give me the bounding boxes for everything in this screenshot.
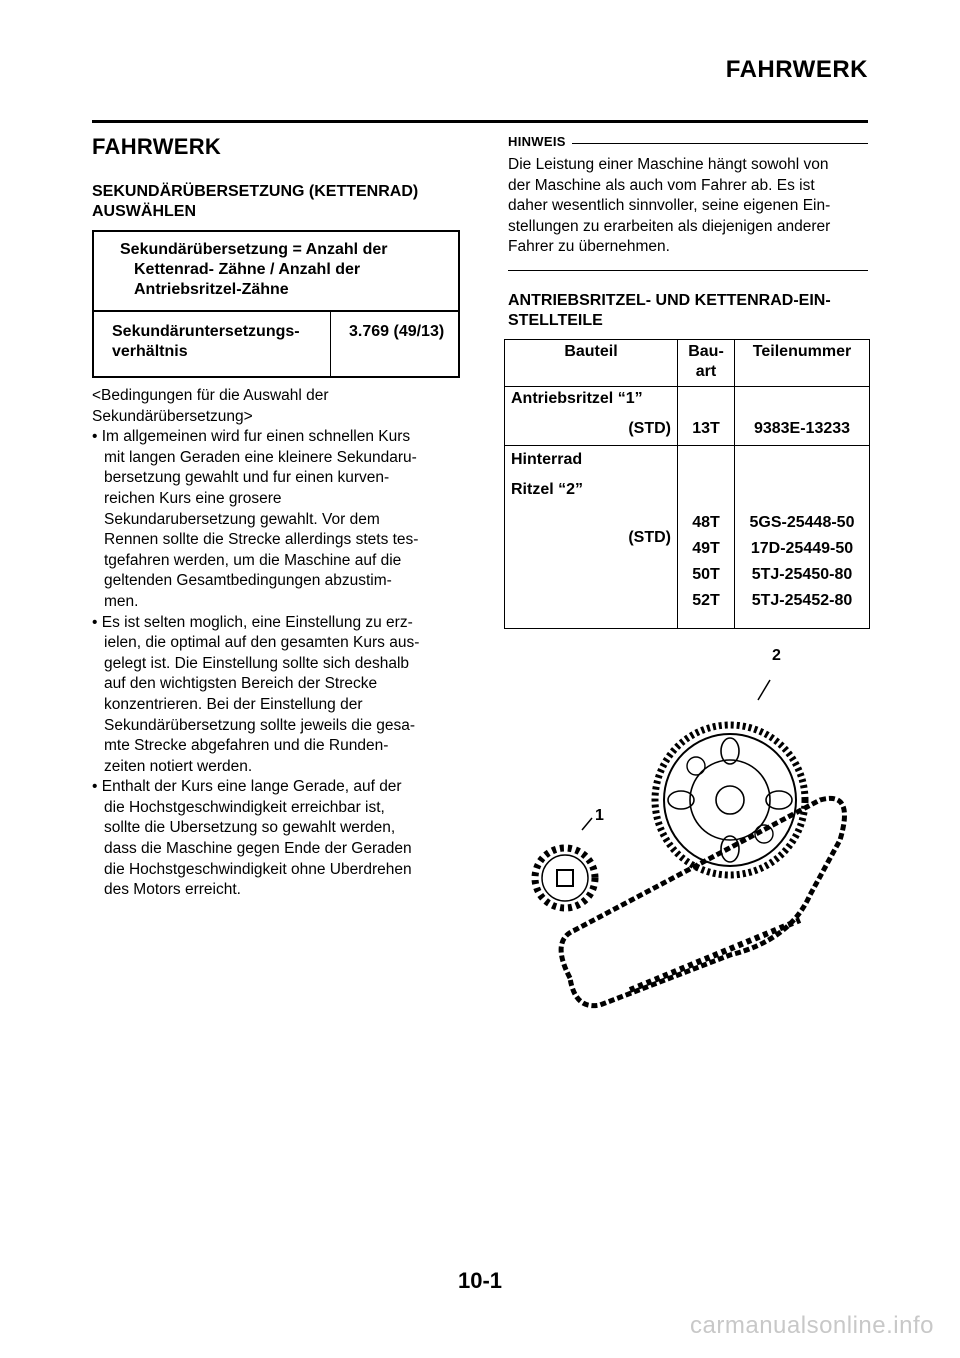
figure-label-1: 1 xyxy=(595,807,604,824)
bullet-line: dass die Maschine gegen Ende der Geraden xyxy=(104,840,412,858)
header-rule xyxy=(92,120,868,123)
drive-cell xyxy=(505,386,678,445)
note-rule xyxy=(508,270,868,271)
rear-std: (STD) xyxy=(628,528,671,546)
formula-box xyxy=(92,230,460,312)
col-header-bauart-line: Bau- xyxy=(688,342,724,360)
drive-sprocket-illustration xyxy=(535,848,595,908)
spacer xyxy=(511,409,671,419)
bullet-line: die Hochstgeschwindigkeit erreichbar ist, xyxy=(104,798,385,816)
ratio-box xyxy=(92,312,460,378)
ratio-label-line: Sekundäruntersetzungs- xyxy=(112,323,300,340)
formula-line: Antriebsritzel-Zähne xyxy=(134,281,289,298)
rear-part: 5TJ-25450-80 xyxy=(751,565,853,583)
bullet-item xyxy=(92,613,462,778)
bullet-line: Sekundärübersetzung sollte jeweils die gesa- xyxy=(104,716,416,734)
leader-line-1 xyxy=(582,818,592,830)
bullet-line: reichen Kurs eine grosere xyxy=(104,489,282,507)
bullet-line: mte Strecke abgefahren und die Runden- xyxy=(104,737,389,755)
spacer xyxy=(511,548,671,618)
bullet-line: bersetzung gewahlt und fur einen kurven- xyxy=(104,469,390,487)
conditions-heading-line: <Bedingungen für die Auswahl der xyxy=(92,387,329,404)
sub-title: SEKUNDÄRÜBERSETZUNG (KETTENRAD) AUSWÄHLEN xyxy=(92,183,419,220)
parts-title-line: STELLTEILE xyxy=(508,311,603,329)
rear-size: 49T xyxy=(692,539,720,557)
watermark: carmanualsonline.info xyxy=(690,1312,934,1339)
bullet-line: zeiten notiert werden. xyxy=(104,757,253,775)
drive-std: (STD) xyxy=(628,419,671,437)
col-header-bauteil: Bauteil xyxy=(505,339,678,386)
col-header-bauart xyxy=(678,339,735,386)
rear-size: 50T xyxy=(692,565,720,583)
rear-sizes xyxy=(678,445,735,628)
bullet-line: men. xyxy=(104,592,139,610)
rear-part: 5TJ-25452-80 xyxy=(751,591,853,609)
rear-size: 48T xyxy=(692,513,720,531)
bullet-line: die Hochstgeschwindigkeit ohne Uberdrehen xyxy=(104,860,412,878)
rear-size: 52T xyxy=(692,591,720,609)
hinweis-heading xyxy=(508,134,868,149)
note-line: der Maschine als auch vom Fahrer ab. Es ist xyxy=(508,176,815,194)
parts-title-line: ANTRIEBSRITZEL- UND KETTENRAD-EIN- xyxy=(508,291,831,309)
bullet-line: gelegt ist. Die Einstellung sollte sich deshalb xyxy=(104,654,410,672)
formula-line: Kettenrad- Zähne / Anzahl der xyxy=(134,261,361,278)
bullet-line: • Enthalt der Kurs eine lange Gerade, auf der xyxy=(92,778,402,796)
rear-part: 17D-25449-50 xyxy=(750,539,854,557)
conditions-heading-line: Sekundärübersetzung> xyxy=(92,407,253,425)
rear-sprocket-illustration xyxy=(655,725,805,875)
hinweis-rule xyxy=(572,143,868,144)
drive-name: Antriebsritzel “1” xyxy=(511,389,643,407)
note-text xyxy=(508,155,868,258)
bullet-line: • Es ist selten moglich, eine Einstellung zu erz- xyxy=(92,613,413,631)
bullet-line: sollte die Ubersetzung so gewahlt werden, xyxy=(104,819,396,837)
bullet-line: tgefahren werden, um die Maschine auf die xyxy=(104,551,402,569)
page-number: 10-1 xyxy=(457,1268,503,1293)
sprocket-chain-figure xyxy=(520,640,860,1020)
spacer xyxy=(741,450,863,510)
bullet-line: Sekundarubersetzung gewahlt. Vor dem xyxy=(104,510,380,528)
bullet-line: Rennen sollte die Strecke allerdings stets tes- xyxy=(104,531,419,549)
drive-part: 9383E-13233 xyxy=(735,386,870,445)
header-title: FAHRWERK xyxy=(725,56,868,83)
bullet-line: • Im allgemeinen wird fur einen schnellen Kurs xyxy=(92,428,411,446)
bullet-line: geltenden Gesamtbedingungen abzustim- xyxy=(104,572,392,590)
parts-title xyxy=(508,291,868,331)
formula-text xyxy=(120,240,444,300)
bullet-line: konzentrieren. Bei der Einstellung der xyxy=(104,695,363,713)
conditions-block xyxy=(92,386,462,901)
table-row xyxy=(505,386,870,445)
rear-cell xyxy=(505,445,678,628)
note-line: daher wesentlich sinnvoller, seine eigenen Ein- xyxy=(508,197,831,215)
hinweis-label: HINWEIS xyxy=(508,134,566,149)
col-header-bauart-line: art xyxy=(695,362,717,380)
note-line: Fahrer zu übernehmen. xyxy=(508,238,670,256)
leader-line-2 xyxy=(758,680,770,700)
section-title: FAHRWERK xyxy=(92,134,222,159)
parts-table xyxy=(504,339,870,629)
bullet-item xyxy=(92,777,462,901)
rear-part: 5GS-25448-50 xyxy=(749,513,855,531)
drive-size: 13T xyxy=(678,386,735,445)
left-column xyxy=(92,134,462,901)
bullet-line: des Motors erreicht. xyxy=(104,881,241,899)
spacer xyxy=(684,450,728,510)
rear-name: Ritzel “2” xyxy=(511,480,584,498)
col-header-teilenummer: Teilenummer xyxy=(735,339,870,386)
table-row xyxy=(505,445,870,628)
conditions-heading xyxy=(92,386,462,427)
bullet-line: ielen, die optimal auf den gesamten Kurs aus- xyxy=(104,634,420,652)
figure-label-2: 2 xyxy=(772,647,781,664)
ratio-label-line: verhältnis xyxy=(112,343,188,360)
bullet-item xyxy=(92,427,462,612)
bullet-line: auf den wichtigsten Bereich der Strecke xyxy=(104,675,378,693)
right-column xyxy=(508,134,868,629)
spacer xyxy=(511,500,671,528)
rear-name: Hinterrad xyxy=(511,450,583,468)
formula-line: Sekundärübersetzung = Anzahl der xyxy=(120,241,388,258)
ratio-label xyxy=(94,312,331,376)
ratio-value: 3.769 (49/13) xyxy=(349,323,445,340)
bullet-line: mit langen Geraden eine kleinere Sekundaru- xyxy=(104,448,417,466)
note-line: stellungen zu erarbeiten als diejenigen anderer xyxy=(508,217,831,235)
rear-parts xyxy=(735,445,870,628)
note-line: Die Leistung einer Maschine hängt sowohl von xyxy=(508,156,829,173)
table-header-row xyxy=(505,339,870,386)
